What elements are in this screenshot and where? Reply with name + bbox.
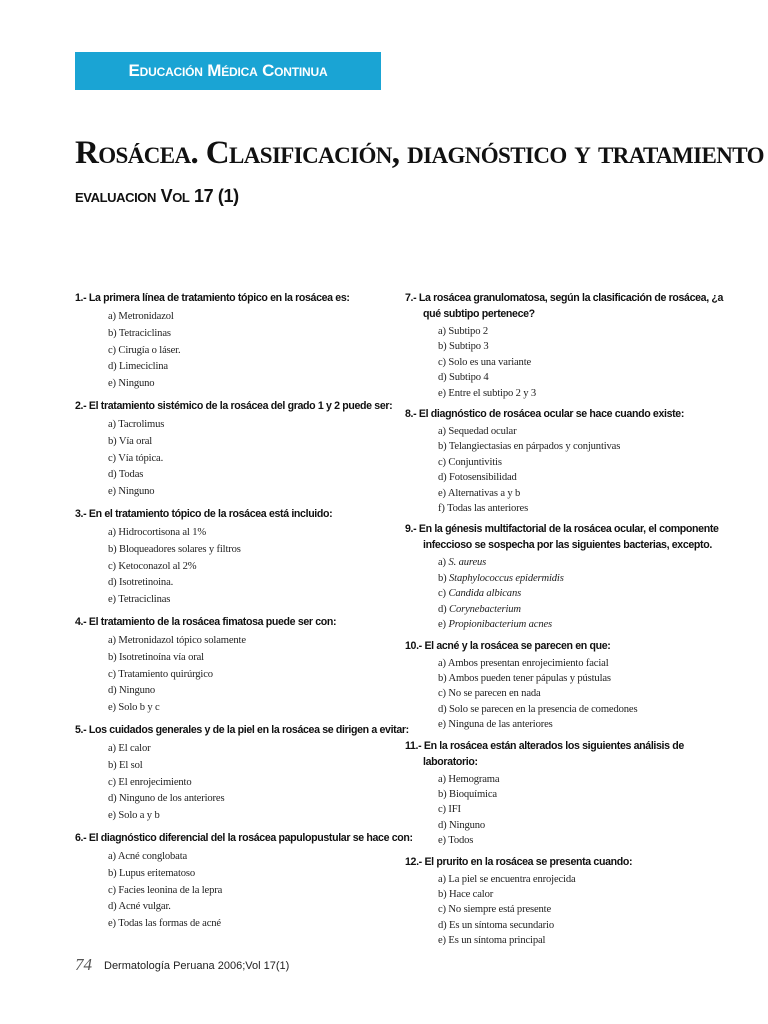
answer-option: b) Hace calor <box>438 888 494 900</box>
answer-option: a) La piel se encuentra enrojecida <box>438 873 576 885</box>
answer-option: d) Solo se parecen en la presencia de comedones <box>438 703 638 715</box>
question-8 <box>405 406 725 516</box>
question-6 <box>75 830 413 933</box>
answer-option: d) Acné vulgar. <box>108 901 171 913</box>
bacteria-name: Candida albicans <box>448 588 522 600</box>
answer-option: d) Isotretinoina. <box>108 577 174 589</box>
answer-option: b) Vía oral <box>108 435 153 447</box>
question-3 <box>75 506 393 609</box>
right-column <box>405 290 725 954</box>
answer-option: d) Limeciclina <box>108 361 168 373</box>
answer-option: a) Subtipo 2 <box>438 326 488 337</box>
answer-option: a) Tacrolimus <box>108 418 165 430</box>
bacteria-name: Staphylococcus epidermidis <box>449 572 564 584</box>
answer-option: d) Todas <box>108 469 144 481</box>
question-text: 11.- En la rosácea están alterados los siguientes análisis de laboratorio: <box>405 739 684 768</box>
question-text: 2.- El tratamiento sistémico de la rosácea del grado 1 y 2 puede ser: <box>75 399 393 412</box>
answer-options <box>75 633 393 717</box>
question-10 <box>405 638 725 733</box>
answer-option: c) Solo es una variante <box>438 356 532 368</box>
question-text: 12.- El prurito en la rosácea se presenta cuando: <box>405 855 633 868</box>
option-letter: e) <box>438 619 449 631</box>
left-column <box>75 290 413 938</box>
answer-option: c) Facies leonina de la lepra <box>108 884 223 896</box>
page-footer <box>75 955 289 975</box>
answer-option: c) No se parecen en nada <box>438 688 541 700</box>
option-letter: b) <box>438 572 450 584</box>
answer-options <box>405 324 725 401</box>
question-text: 3.- En el tratamiento tópico de la rosácea está incluido: <box>75 507 333 520</box>
answer-options <box>405 872 725 949</box>
answer-option: b) Telangiectasias en párpados y conjuntivas <box>438 441 621 453</box>
question-9 <box>405 521 725 632</box>
option-letter: d) <box>438 603 450 615</box>
answer-option: b) Lupus eritematoso <box>108 867 196 879</box>
answer-option <box>438 586 725 601</box>
answer-option: a) El calor <box>108 742 151 754</box>
answer-option: e) Solo a y b <box>108 810 160 822</box>
answer-option: c) Tratamiento quirúrgico <box>108 668 213 680</box>
journal-citation: Dermatología Peruana 2006;Vol 17(1) <box>104 960 290 972</box>
bacteria-name: Propionibacterium acnes <box>448 619 552 631</box>
answer-options <box>405 772 725 849</box>
answer-option: e) Tetraciclinas <box>108 594 171 606</box>
answer-option: a) Acné conglobata <box>108 850 188 862</box>
answer-option: a) Metronidazol tópico solamente <box>108 634 246 646</box>
answer-option <box>438 571 725 586</box>
answer-option: a) Sequedad ocular <box>438 426 517 438</box>
answer-option: c) Ketoconazol al 2% <box>108 560 197 572</box>
bacteria-name: Corynebacterium <box>449 603 521 615</box>
answer-option: b) Tetraciclinas <box>108 327 171 339</box>
answer-option: d) Ninguno de los anteriores <box>108 793 225 805</box>
answer-option: b) Bioquímica <box>438 788 497 800</box>
answer-option: a) Ambos presentan enrojecimiento facial <box>438 657 609 669</box>
answer-option: d) Es un síntoma secundario <box>438 919 554 931</box>
answer-option: e) Ninguno <box>108 486 155 498</box>
question-12 <box>405 854 725 949</box>
answer-option: a) Metronidazol <box>108 311 174 322</box>
answer-option: c) No siempre está presente <box>438 904 552 916</box>
answer-option: e) Es un síntoma principal <box>438 935 546 947</box>
answer-option <box>438 555 725 570</box>
page-number: 74 <box>75 955 92 974</box>
answer-options <box>75 309 393 393</box>
answer-option: e) Todos <box>438 835 474 847</box>
answer-option: c) Conjuntivitis <box>438 456 502 468</box>
bacteria-name: S. aureus <box>448 557 487 569</box>
question-2 <box>75 398 393 501</box>
answer-option: c) El enrojecimiento <box>108 776 192 788</box>
answer-option: f) Todas las anteriores <box>438 503 529 515</box>
answer-option: e) Solo b y c <box>108 702 160 714</box>
question-4 <box>75 614 393 717</box>
answer-option: c) IFI <box>438 804 461 816</box>
answer-option: b) Ambos pueden tener pápulas y pústulas <box>438 672 611 684</box>
article-subtitle: evaluacion Vol 17 (1) <box>75 186 239 206</box>
answer-option: e) Ninguna de las anteriores <box>438 719 553 731</box>
answer-option: e) Todas las formas de acné <box>108 918 221 930</box>
section-banner: Educación Médica Continua <box>75 52 381 90</box>
question-text: 8.- El diagnóstico de rosácea ocular se hace cuando existe: <box>405 408 685 421</box>
answer-option: c) Vía tópica. <box>108 452 164 464</box>
answer-option <box>438 617 725 632</box>
answer-option: d) Subtipo 4 <box>438 372 489 384</box>
answer-option: e) Alternativas a y b <box>438 487 521 499</box>
question-text: 6.- El diagnóstico diferencial del la rosácea papulopustular se hace con: <box>75 831 413 844</box>
answer-options <box>75 417 393 501</box>
question-text: 5.- Los cuidados generales y de la piel en la rosácea se dirigen a evitar: <box>75 723 409 736</box>
question-11 <box>405 738 725 849</box>
answer-option: d) Ninguno <box>108 685 156 697</box>
answer-option: e) Ninguno <box>108 378 155 390</box>
answer-option: b) Subtipo 3 <box>438 341 489 353</box>
question-text: 9.- En la génesis multifactorial de la rosácea ocular, el componente infeccioso se sospecha por las siguientes bacterias, excepto. <box>405 523 719 552</box>
answer-option: e) Entre el subtipo 2 y 3 <box>438 387 537 399</box>
answer-option: a) Hidrocortisona al 1% <box>108 526 207 538</box>
answer-options <box>405 656 725 733</box>
question-text: 10.- El acné y la rosácea se parecen en que: <box>405 639 611 652</box>
option-letter: c) <box>438 588 449 600</box>
question-7 <box>405 290 725 401</box>
question-1 <box>75 290 393 393</box>
question-5 <box>75 722 409 825</box>
answer-option <box>438 602 725 617</box>
answer-options <box>405 555 725 632</box>
answer-options <box>75 849 393 933</box>
answer-option: a) Hemograma <box>438 773 500 785</box>
answer-option: b) Isotretinoína vía oral <box>108 651 204 663</box>
answer-option: d) Ninguno <box>438 819 486 831</box>
question-text: 1.- La primera línea de tratamiento tópico en la rosácea es: <box>75 292 350 304</box>
answer-options <box>405 424 725 516</box>
question-text: 4.- El tratamiento de la rosácea fimatosa puede ser con: <box>75 615 337 628</box>
answer-option: b) Bloqueadores solares y filtros <box>108 543 241 555</box>
answer-option: d) Fotosensibilidad <box>438 472 517 484</box>
answer-options <box>75 525 393 609</box>
option-letter: a) <box>438 557 449 569</box>
answer-options <box>75 741 393 825</box>
question-text: 7.- La rosácea granulomatosa, según la clasificación de rosácea, ¿a qué subtipo pertenece? <box>405 292 724 320</box>
answer-option: b) El sol <box>108 759 143 771</box>
article-title: Rosácea. Clasificación, diagnóstico y tratamiento <box>75 135 764 171</box>
answer-option: c) Cirugía o láser. <box>108 344 181 356</box>
